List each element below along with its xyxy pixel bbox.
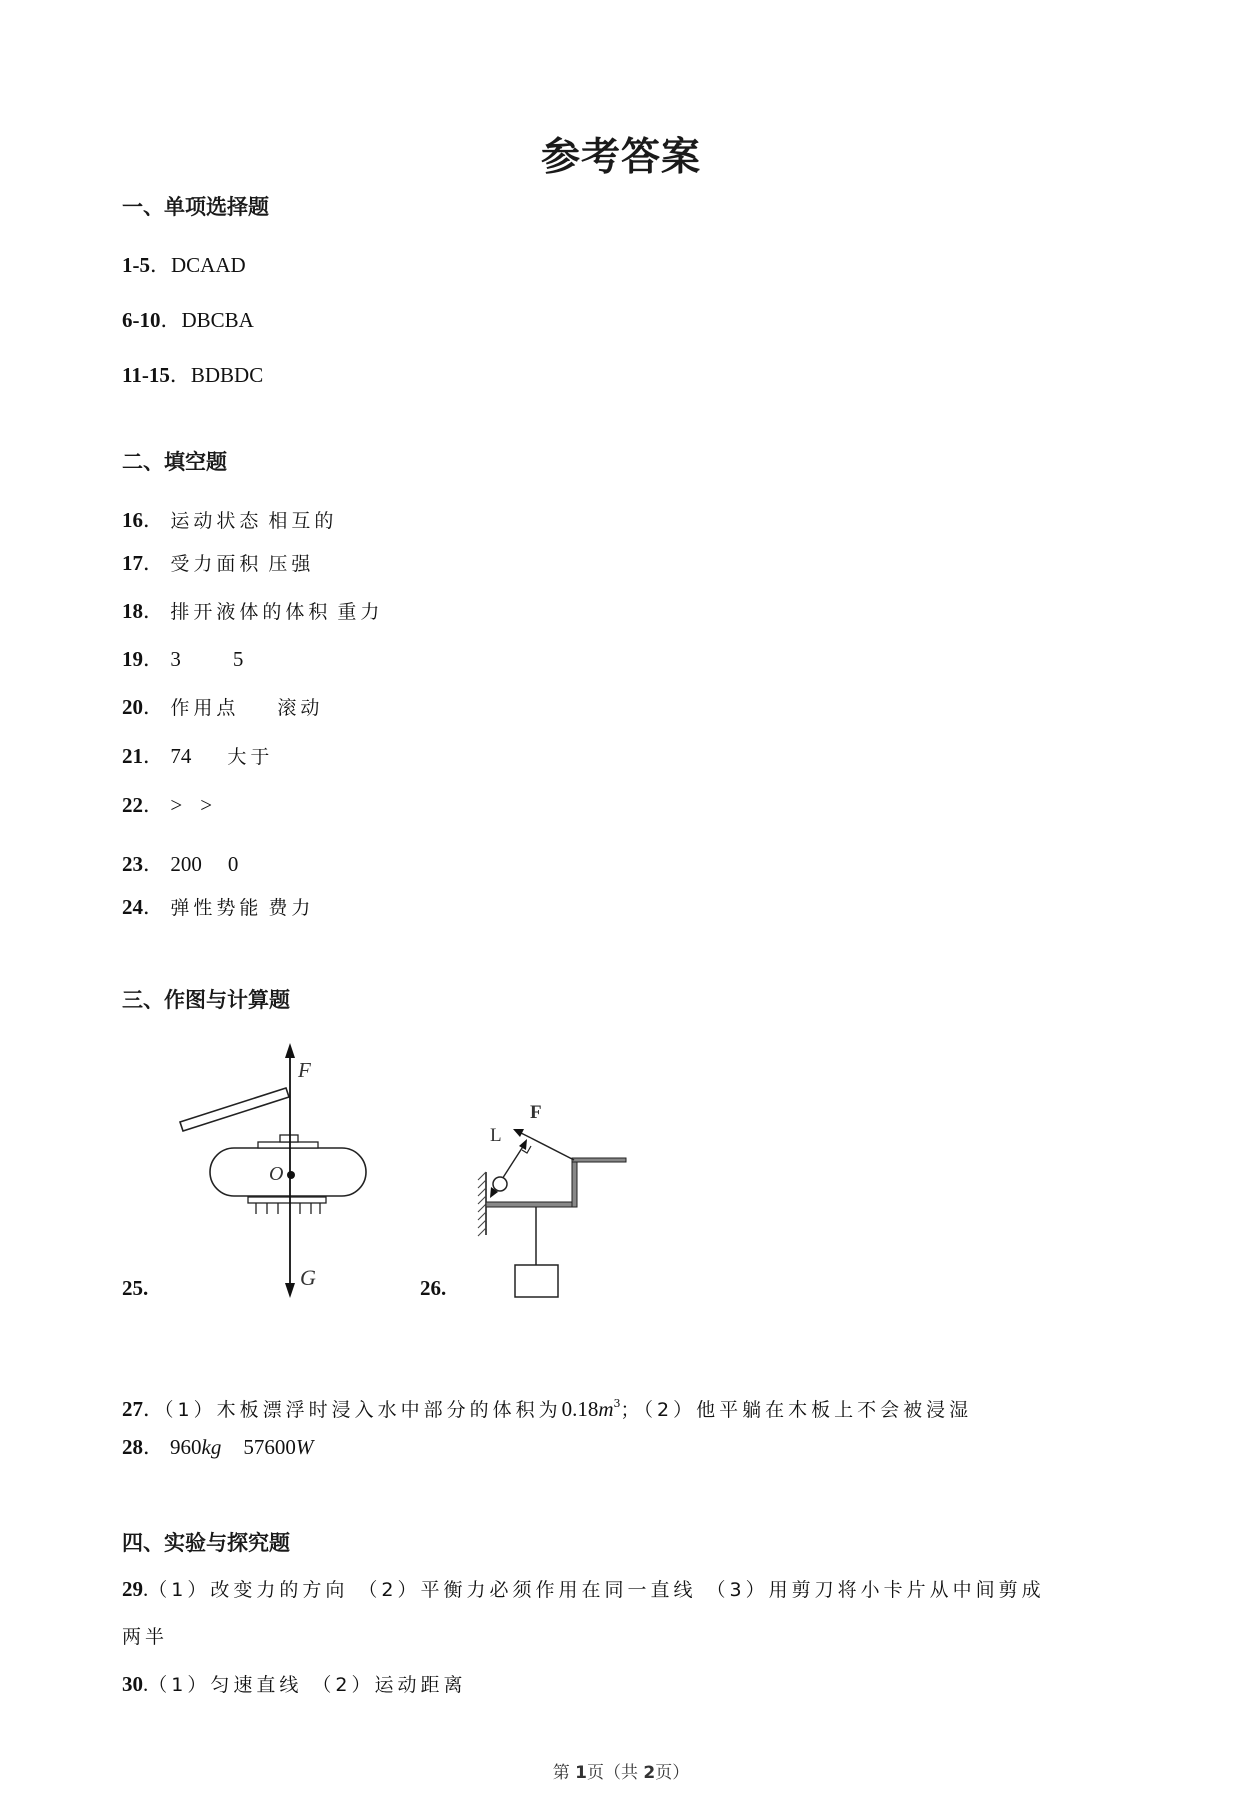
answer-unit: m <box>598 1397 614 1421</box>
experiment-answer-29-cont <box>122 1624 168 1649</box>
answer-part2: （2）他平躺在木板上不会被浸湿 <box>643 1399 973 1421</box>
drawing-answer-26: 26. <box>420 1276 447 1300</box>
experiment-answer-30: 30.（1）匀速直线 （2）运动距离 <box>122 1672 467 1696</box>
answer-a: 受力面积 <box>170 553 263 575</box>
question-number: 27 <box>122 1397 143 1421</box>
answer-part1: （1）木板漂浮时浸入水中部分的体积为 <box>164 1399 562 1421</box>
question-number: 24 <box>122 895 143 919</box>
drawing-answer-25: 25. <box>122 1276 149 1300</box>
experiment-answer-29: 29.（1）改变力的方向 （2）平衡力必须作用在同一直线 （3）用剪刀将小卡片从中间剪成 <box>122 1577 1045 1601</box>
force-label-f: F <box>530 1102 542 1123</box>
section-heading-experiment: 四、实验与探究题 <box>122 1531 290 1555</box>
question-number: 6-10 <box>122 308 161 332</box>
answer-b-unit: W <box>295 1435 314 1459</box>
answer-a: 200 <box>170 852 202 876</box>
answer-b: 大于 <box>227 746 274 768</box>
answer-a-unit: kg <box>201 1435 222 1459</box>
arm-label-l: L <box>490 1125 502 1146</box>
question-number: 30 <box>122 1672 143 1696</box>
answer-a: 弹性势能 <box>170 897 263 919</box>
fill-answer-row: 24． 弹性势能 费力 <box>122 895 315 919</box>
answer-b: 相互的 <box>268 510 338 532</box>
calc-answer-28: 28． 960kg 57600W <box>122 1435 314 1459</box>
question-number: 16 <box>122 508 143 532</box>
page-footer <box>0 1758 1242 1783</box>
question-number: 1-5 <box>122 253 150 277</box>
fill-answer-row: 23． 200 0 <box>122 852 239 876</box>
section-heading-drawing-calc: 三、作图与计算题 <box>122 988 290 1012</box>
question-number: 19 <box>122 647 143 671</box>
footer-suffix: 页） <box>655 1763 690 1783</box>
question-number: 22 <box>122 793 143 817</box>
gravity-label-g: G <box>300 1265 316 1290</box>
current-page-number: 1 <box>575 1763 587 1783</box>
answer-a: 74 <box>170 744 192 768</box>
answer-b: 费力 <box>268 897 315 919</box>
answer-a: > <box>170 793 183 817</box>
question-number: 29 <box>122 1577 143 1601</box>
choice-answer-row: 11-15．BDBDC <box>122 363 264 387</box>
answer-text: （1）改变力的方向 （2）平衡力必须作用在同一直线 （3）用剪刀将小卡片从中间剪成 <box>148 1579 1045 1601</box>
answer-b: 0 <box>227 852 239 876</box>
section-heading-single-choice: 一、单项选择题 <box>122 195 269 219</box>
fill-answer-row: 16． 运动状态 相互的 <box>122 508 338 532</box>
footer-prefix: 第 <box>552 1763 576 1783</box>
question-number: 21 <box>122 744 143 768</box>
answer-b: 5 <box>232 647 244 671</box>
unit-exponent: 3 <box>613 1397 621 1410</box>
fill-answer-row: 18． 排开液体的体积 重力 <box>122 599 384 623</box>
separator: ； <box>620 1399 644 1421</box>
answer-b: 重力 <box>337 601 384 623</box>
calc-answer-27: 27．（1）木板漂浮时浸入水中部分的体积为$0.18m^3$；（2）他平躺在木板上不会被浸湿 <box>122 1397 973 1421</box>
question-number: 26 <box>420 1276 441 1300</box>
answer-text: DBCBA <box>181 308 254 332</box>
question-number: 17 <box>122 551 143 575</box>
fill-answer-row: 22． > > <box>122 793 213 817</box>
answer-a: 3 <box>170 647 181 671</box>
answer-value: 0.18 <box>561 1397 599 1421</box>
answer-text: BDBDC <box>190 363 264 387</box>
question-number: 11-15 <box>122 363 170 387</box>
fill-answer-row: 19． 3 5 <box>122 647 244 671</box>
answer-a: 排开液体的体积 <box>170 601 332 623</box>
page-title: 参考答案 <box>540 135 701 180</box>
question-number: 25 <box>122 1276 143 1300</box>
answer-a: 运动状态 <box>170 510 263 532</box>
choice-answer-row: 6-10．DBCBA <box>122 308 254 332</box>
answer-b: 滚动 <box>277 697 324 719</box>
total-page-count: 2 <box>643 1763 656 1783</box>
question-number: 20 <box>122 695 143 719</box>
choice-answer-row: 1-5．DCAAD <box>122 253 246 277</box>
fill-answer-row: 17． 受力面积 压强 <box>122 551 315 575</box>
answer-text-continued: 两半 <box>122 1626 169 1648</box>
force-label-f: F <box>298 1058 311 1082</box>
answer-b: 压强 <box>268 553 315 575</box>
question-number: 23 <box>122 852 143 876</box>
answer-b: > <box>200 793 213 817</box>
question-number: 18 <box>122 599 143 623</box>
answer-text: （1）匀速直线 （2）运动距离 <box>148 1674 467 1696</box>
answer-b-value: 57600 <box>243 1435 296 1459</box>
section-heading-fill-in: 二、填空题 <box>122 450 227 474</box>
pivot-label-o: O <box>269 1163 284 1185</box>
answer-a-value: 960 <box>170 1435 202 1459</box>
footer-mid: 页（共 <box>587 1763 644 1783</box>
fill-answer-row: 21． 74 大于 <box>122 744 274 768</box>
answer-a: 作用点 <box>170 697 240 719</box>
question-number: 28 <box>122 1435 143 1459</box>
answer-text: DCAAD <box>171 253 246 277</box>
fill-answer-row: 20． 作用点 滚动 <box>122 695 324 719</box>
